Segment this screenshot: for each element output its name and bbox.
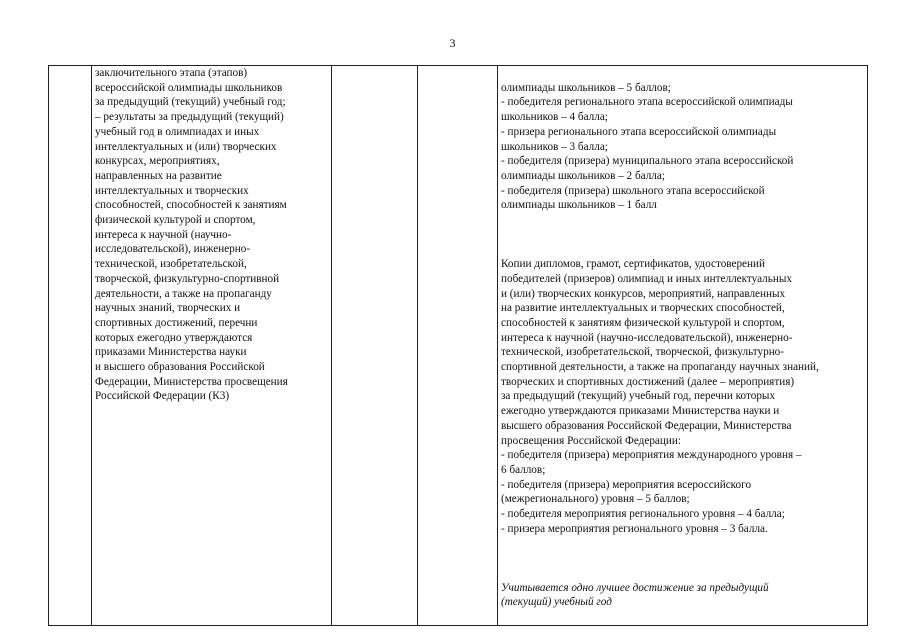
criteria-table [48,65,868,626]
text-line: - победителя (призера) школьного этапа всероссийской [501,184,765,197]
text-line: научных знаний, творческих и [95,302,241,315]
scoring-note [501,581,864,610]
table-cell-empty-2 [418,66,498,626]
text-line: на развитие интеллектуальных и творческих способностей, [501,302,785,315]
text-line: которых ежегодно утверждаются [95,331,253,344]
text-line: Федерации, Министерства просвещения [95,375,288,388]
text-line: высшего образования Российской Федерации, Министерства [501,419,792,432]
text-line: за предыдущий (текущий) учебный год, перечни которых [501,390,776,403]
text-line: интереса к научной (научно- [95,228,232,241]
text-line: олимпиады школьников – 5 баллов; [501,81,671,94]
text-line: деятельности, а также на пропаганду [95,287,272,300]
text-line: ежегодно утверждаются приказами Министерства науки и [501,405,780,418]
text-line: творческих и спортивных достижений (далее – мероприятия) [501,375,795,388]
text-line: спортивной деятельности, а также на пропаганду научных знаний, [501,361,819,374]
text-line: олимпиады школьников – 1 балл [501,199,657,212]
text-line: Учитывается одно лучшее достижение за предыдущий [501,581,769,594]
text-line: спортивных достижений, перечни [95,316,258,329]
scoring-text [498,66,867,625]
text-line: - победителя регионального этапа всероссийской олимпиады [501,96,793,109]
text-line: интереса к научной (научно-исследовательской), инженерно- [501,331,793,344]
text-line: технической, изобретательской, [95,258,247,271]
text-line: Копии дипломов, грамот, сертификатов, удостоверений [501,258,765,271]
text-line: творческой, физкультурно-спортивной [95,272,280,285]
text-line: приказами Министерства науки [95,346,247,359]
text-line: технической, изобретательской, творческой, физкультурно- [501,346,784,359]
text-line: (межрегионального) уровня – 5 баллов; [501,493,690,506]
page-number: 3 [449,36,456,50]
text-line: способностей, способностей к занятиям [95,199,287,212]
text-line: физической культурой и спортом, [95,214,256,227]
text-line: - победителя (призера) муниципального этапа всероссийской [501,155,794,168]
text-line: школьников – 3 балла; [501,140,608,153]
text-line: направленных на развитие [95,169,222,182]
table-cell-empty-1 [332,66,418,626]
text-line: интеллектуальных и творческих [95,184,249,197]
text-line: способностей к занятиям физической культурой и спортом, [501,316,785,329]
text-line: просвещения Российской Федерации: [501,434,681,447]
scoring-block-olympiad [501,81,864,213]
text-line: (текущий) учебный год [501,596,612,609]
text-line: заключительного этапа (этапов) [95,67,248,79]
table-cell-number [49,66,92,626]
text-line: конкурсах, мероприятиях, [95,155,220,168]
text-line: победителей (призеров) олимпиад и иных интеллектуальных [501,272,792,285]
criterion-text [92,66,331,404]
text-line: Российской Федерации (К3) [95,390,230,403]
table-cell-criterion [92,66,332,626]
text-line: и (или) творческих конкурсов, мероприятий, направленных [501,287,786,300]
spacer [501,228,864,243]
text-line: - победителя мероприятия регионального уровня – 4 балла; [501,508,785,521]
scoring-block-events [501,257,864,536]
text-line: - призера регионального этапа всероссийской олимпиады [501,125,777,138]
text-line: - призера мероприятия регионального уровня – 3 балла. [501,522,768,535]
text-line: и высшего образования Российской [95,361,265,374]
text-line: - победителя (призера) мероприятия международного уровня – [501,449,802,462]
table-cell-scoring [498,66,868,626]
text-line: - победителя (призера) мероприятия всероссийского [501,478,752,491]
text-line: олимпиады школьников – 2 балла; [501,169,665,182]
text-line: всероссийской олимпиады школьников [95,81,283,94]
table-row [49,66,868,626]
text-line: – результаты за предыдущий (текущий) [95,111,284,124]
text-line: исследовательской), инженерно- [95,243,251,256]
text-line: школьников – 4 балла; [501,111,608,124]
spacer [501,551,864,566]
text-line: за предыдущий (текущий) учебный год; [95,96,286,109]
text-line: учебный год в олимпиадах и иных [95,125,260,138]
text-line: 6 баллов; [501,463,546,476]
text-line: интеллектуальных и (или) творческих [95,140,277,153]
